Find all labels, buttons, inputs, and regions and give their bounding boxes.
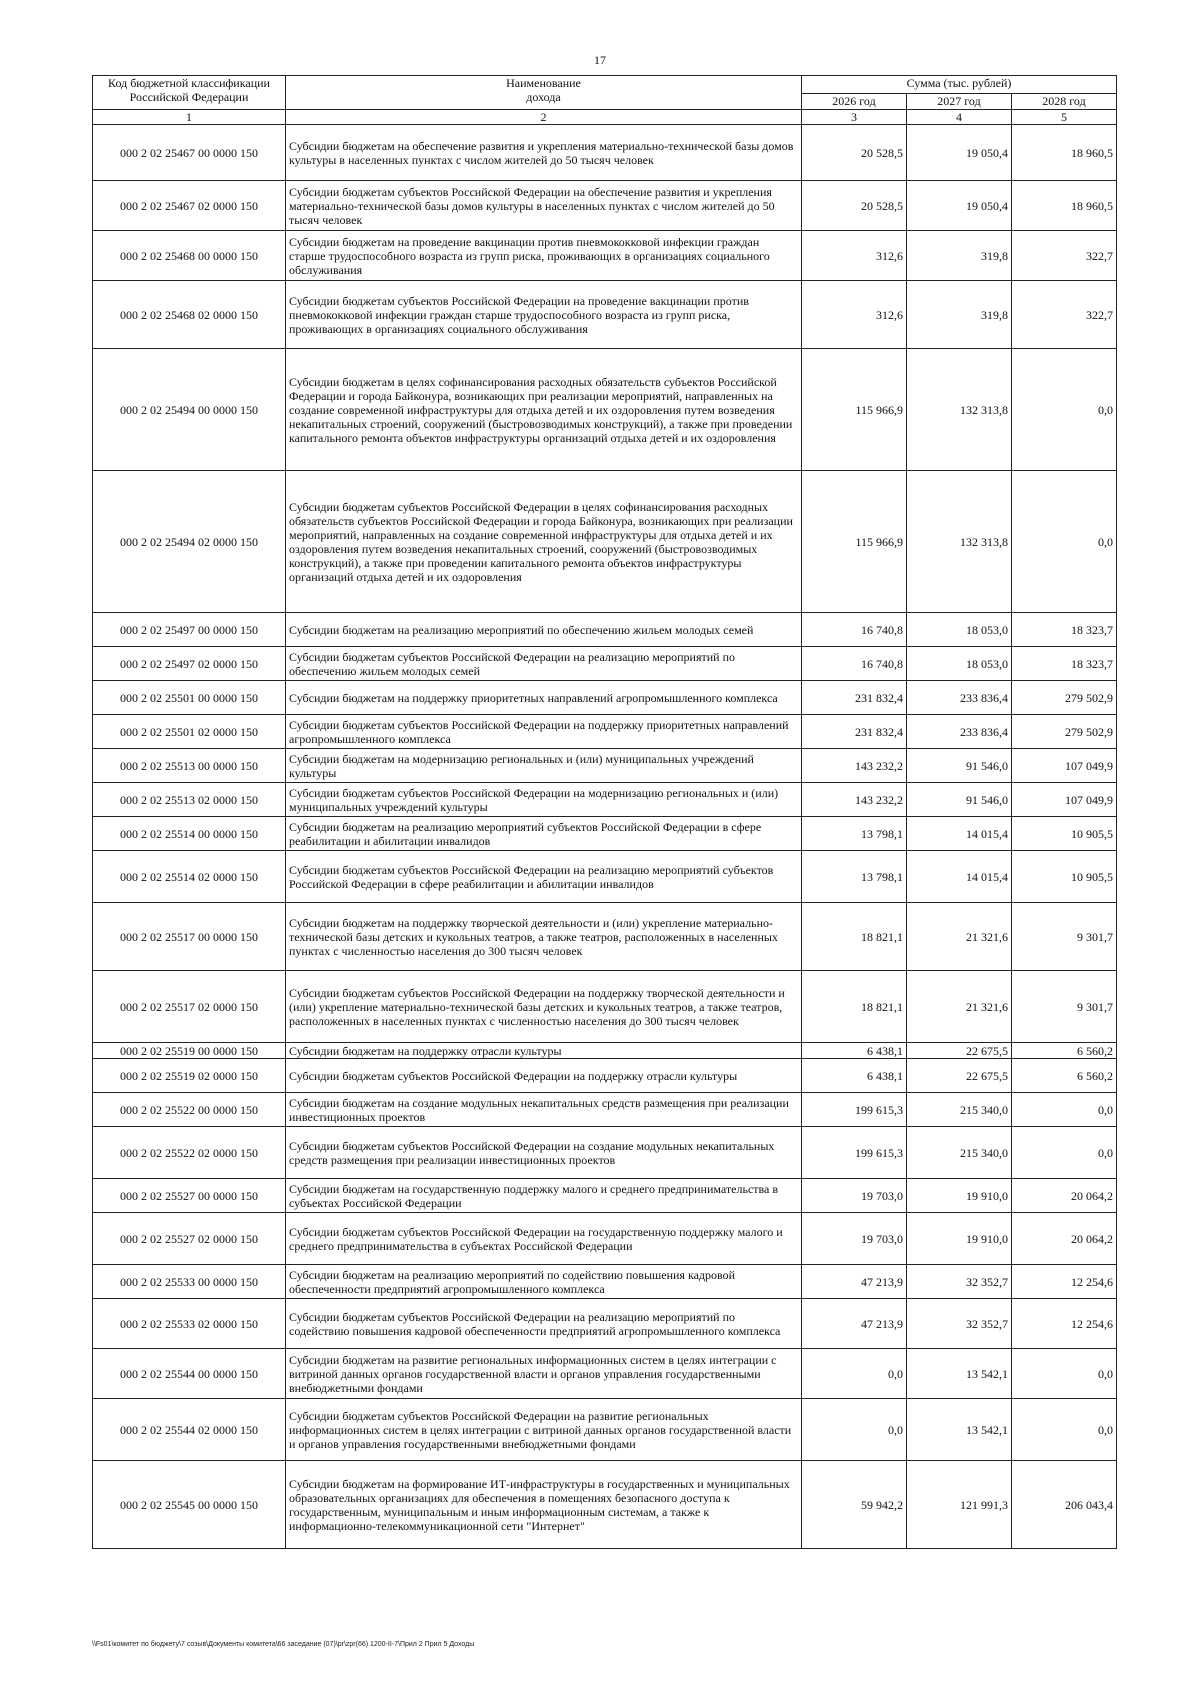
amount-2028: 9 301,7 <box>1012 971 1117 1043</box>
budget-code: 000 2 02 25519 02 0000 150 <box>93 1059 286 1093</box>
revenue-name: Субсидии бюджетам субъектов Российской Федерации на поддержку творческой деятельности и (или) укрепление материально-технической базы детских и кукольных театров, а также театров, расположенных в населенных пунктах с численностью населения до 300 тысяч человек <box>286 971 802 1043</box>
revenue-table <box>92 75 1117 1549</box>
revenue-name: Субсидии бюджетам субъектов Российской Федерации на создание модульных некапитальных средств размещения при реализации инвестиционных проектов <box>286 1127 802 1179</box>
amount-2026: 312,6 <box>802 281 907 349</box>
table-row <box>93 647 1117 681</box>
budget-code: 000 2 02 25533 02 0000 150 <box>93 1299 286 1349</box>
budget-code: 000 2 02 25545 00 0000 150 <box>93 1461 286 1549</box>
table-row <box>93 851 1117 903</box>
budget-code: 000 2 02 25513 02 0000 150 <box>93 783 286 817</box>
header-code: Код бюджетной классификации Российской Федерации <box>93 76 286 110</box>
amount-2028: 0,0 <box>1012 1093 1117 1127</box>
amount-2026: 231 832,4 <box>802 715 907 749</box>
table-row <box>93 349 1117 471</box>
col-number-5: 5 <box>1012 110 1117 125</box>
amount-2028: 206 043,4 <box>1012 1461 1117 1549</box>
table-row <box>93 715 1117 749</box>
amount-2026: 13 798,1 <box>802 817 907 851</box>
amount-2027: 19 910,0 <box>907 1179 1012 1213</box>
amount-2026: 231 832,4 <box>802 681 907 715</box>
budget-code: 000 2 02 25544 02 0000 150 <box>93 1399 286 1461</box>
amount-2027: 14 015,4 <box>907 817 1012 851</box>
amount-2027: 132 313,8 <box>907 349 1012 471</box>
header-name <box>286 76 802 110</box>
revenue-name: Субсидии бюджетам субъектов Российской Федерации на поддержку отрасли культуры <box>286 1059 802 1093</box>
amount-2027: 21 321,6 <box>907 903 1012 971</box>
file-path-footer: \\Fs01\комитет по бюджету\7 созыв\Документы комитета\66 заседание (07)\pr\zpr(66) 1200-II-7\Прил 2 Прил 5 Доходы <box>92 1641 475 1648</box>
header-year-2027: 2027 год <box>907 94 1012 110</box>
amount-2027: 22 675,5 <box>907 1059 1012 1093</box>
revenue-name: Субсидии бюджетам на государственную поддержку малого и среднего предпринимательства в субъектах Российской Федерации <box>286 1179 802 1213</box>
table-row <box>93 1093 1117 1127</box>
revenue-name: Субсидии бюджетам субъектов Российской Федерации на обеспечение развития и укрепления материально-технической базы домов культуры в населенных пунктах с числом жителей до 50 тысяч человек <box>286 181 802 231</box>
table-row <box>93 903 1117 971</box>
budget-code: 000 2 02 25514 00 0000 150 <box>93 817 286 851</box>
amount-2027: 91 546,0 <box>907 749 1012 783</box>
amount-2026: 6 438,1 <box>802 1059 907 1093</box>
budget-code: 000 2 02 25513 00 0000 150 <box>93 749 286 783</box>
budget-code: 000 2 02 25519 00 0000 150 <box>93 1043 286 1059</box>
revenue-name: Субсидии бюджетам субъектов Российской Федерации на проведение вакцинации против пневмококковой инфекции граждан старше трудоспособного возраста из групп риска, проживающих в организациях социального обслуживания <box>286 281 802 349</box>
table-row <box>93 125 1117 181</box>
amount-2028: 0,0 <box>1012 1127 1117 1179</box>
budget-code: 000 2 02 25514 02 0000 150 <box>93 851 286 903</box>
budget-code: 000 2 02 25468 00 0000 150 <box>93 231 286 281</box>
page-number: 17 <box>594 53 606 67</box>
budget-code: 000 2 02 25467 00 0000 150 <box>93 125 286 181</box>
revenue-name: Субсидии бюджетам на развитие региональных информационных систем в целях интеграции с витриной данных органов государственной власти и органов управления государственными внебюджетными фондами <box>286 1349 802 1399</box>
amount-2027: 14 015,4 <box>907 851 1012 903</box>
amount-2026: 199 615,3 <box>802 1127 907 1179</box>
table-row <box>93 1299 1117 1349</box>
amount-2028: 322,7 <box>1012 231 1117 281</box>
amount-2027: 13 542,1 <box>907 1349 1012 1399</box>
amount-2026: 20 528,5 <box>802 181 907 231</box>
table-row <box>93 749 1117 783</box>
amount-2028: 0,0 <box>1012 1349 1117 1399</box>
amount-2026: 0,0 <box>802 1399 907 1461</box>
table-row <box>93 783 1117 817</box>
revenue-name: Субсидии бюджетам на обеспечение развития и укрепления материально-технической базы домов культуры в населенных пунктах с числом жителей до 50 тысяч человек <box>286 125 802 181</box>
amount-2026: 19 703,0 <box>802 1179 907 1213</box>
revenue-name: Субсидии бюджетам на формирование ИТ-инфраструктуры в государственных и муниципальных образовательных организациях для обеспечения в помещениях безопасного доступа к государственным, муниципальным и иным информационным системам, а также к информационно-телекоммуникационной сети "Интернет" <box>286 1461 802 1549</box>
revenue-name: Субсидии бюджетам субъектов Российской Федерации на поддержку приоритетных направлений агропромышленного комплекса <box>286 715 802 749</box>
amount-2026: 312,6 <box>802 231 907 281</box>
amount-2028: 18 960,5 <box>1012 181 1117 231</box>
amount-2027: 19 910,0 <box>907 1213 1012 1265</box>
amount-2028: 279 502,9 <box>1012 681 1117 715</box>
amount-2026: 6 438,1 <box>802 1043 907 1059</box>
amount-2027: 91 546,0 <box>907 783 1012 817</box>
header-name-line2: дохода <box>526 90 561 104</box>
amount-2026: 0,0 <box>802 1349 907 1399</box>
budget-code: 000 2 02 25517 00 0000 150 <box>93 903 286 971</box>
budget-code: 000 2 02 25517 02 0000 150 <box>93 971 286 1043</box>
amount-2028: 279 502,9 <box>1012 715 1117 749</box>
amount-2028: 9 301,7 <box>1012 903 1117 971</box>
amount-2028: 18 323,7 <box>1012 613 1117 647</box>
revenue-name: Субсидии бюджетам субъектов Российской Федерации на реализацию мероприятий субъектов Российской Федерации в сфере реабилитации и абилитации инвалидов <box>286 851 802 903</box>
table-row <box>93 817 1117 851</box>
amount-2028: 6 560,2 <box>1012 1043 1117 1059</box>
table-row <box>93 1127 1117 1179</box>
amount-2027: 319,8 <box>907 231 1012 281</box>
amount-2026: 47 213,9 <box>802 1265 907 1299</box>
col-number-2: 2 <box>286 110 802 125</box>
amount-2028: 322,7 <box>1012 281 1117 349</box>
header-year-2028: 2028 год <box>1012 94 1117 110</box>
amount-2026: 18 821,1 <box>802 971 907 1043</box>
table-row <box>93 1349 1117 1399</box>
revenue-name: Субсидии бюджетам на поддержку творческой деятельности и (или) укрепление материально-технической базы детских и кукольных театров, а также театров, расположенных в населенных пунктах с численностью населения до 300 тысяч человек <box>286 903 802 971</box>
table-row <box>93 231 1117 281</box>
amount-2027: 22 675,5 <box>907 1043 1012 1059</box>
budget-code: 000 2 02 25522 00 0000 150 <box>93 1093 286 1127</box>
amount-2028: 6 560,2 <box>1012 1059 1117 1093</box>
amount-2028: 0,0 <box>1012 471 1117 613</box>
budget-code: 000 2 02 25544 00 0000 150 <box>93 1349 286 1399</box>
budget-code: 000 2 02 25527 02 0000 150 <box>93 1213 286 1265</box>
col-number-4: 4 <box>907 110 1012 125</box>
revenue-name: Субсидии бюджетам на проведение вакцинации против пневмококковой инфекции граждан старше трудоспособного возраста из групп риска, проживающих в организациях социального обслуживания <box>286 231 802 281</box>
amount-2026: 16 740,8 <box>802 613 907 647</box>
budget-code: 000 2 02 25494 02 0000 150 <box>93 471 286 613</box>
revenue-name: Субсидии бюджетам на поддержку отрасли культуры <box>286 1043 802 1059</box>
table-row <box>93 1059 1117 1093</box>
amount-2026: 19 703,0 <box>802 1213 907 1265</box>
amount-2026: 115 966,9 <box>802 349 907 471</box>
amount-2028: 10 905,5 <box>1012 817 1117 851</box>
table-row <box>93 971 1117 1043</box>
amount-2026: 199 615,3 <box>802 1093 907 1127</box>
header-year-2026: 2026 год <box>802 94 907 110</box>
budget-code: 000 2 02 25497 00 0000 150 <box>93 613 286 647</box>
amount-2028: 0,0 <box>1012 349 1117 471</box>
revenue-name: Субсидии бюджетам на модернизацию региональных и (или) муниципальных учреждений культуры <box>286 749 802 783</box>
amount-2026: 13 798,1 <box>802 851 907 903</box>
amount-2027: 32 352,7 <box>907 1265 1012 1299</box>
table-row <box>93 181 1117 231</box>
budget-code: 000 2 02 25533 00 0000 150 <box>93 1265 286 1299</box>
amount-2026: 16 740,8 <box>802 647 907 681</box>
table-row <box>93 1043 1117 1059</box>
amount-2028: 20 064,2 <box>1012 1179 1117 1213</box>
amount-2028: 18 323,7 <box>1012 647 1117 681</box>
amount-2026: 143 232,2 <box>802 783 907 817</box>
amount-2026: 47 213,9 <box>802 1299 907 1349</box>
table-row <box>93 1399 1117 1461</box>
revenue-name: Субсидии бюджетам на реализацию мероприятий по содействию повышения кадровой обеспеченности предприятий агропромышленного комплекса <box>286 1265 802 1299</box>
table-row <box>93 1461 1117 1549</box>
amount-2027: 13 542,1 <box>907 1399 1012 1461</box>
amount-2026: 59 942,2 <box>802 1461 907 1549</box>
budget-code: 000 2 02 25468 02 0000 150 <box>93 281 286 349</box>
amount-2027: 21 321,6 <box>907 971 1012 1043</box>
amount-2026: 143 232,2 <box>802 749 907 783</box>
amount-2026: 20 528,5 <box>802 125 907 181</box>
header-sum: Сумма (тыс. рублей) <box>802 76 1117 94</box>
amount-2028: 10 905,5 <box>1012 851 1117 903</box>
amount-2026: 18 821,1 <box>802 903 907 971</box>
amount-2027: 121 991,3 <box>907 1461 1012 1549</box>
amount-2028: 107 049,9 <box>1012 783 1117 817</box>
budget-code: 000 2 02 25527 00 0000 150 <box>93 1179 286 1213</box>
amount-2028: 0,0 <box>1012 1399 1117 1461</box>
amount-2027: 215 340,0 <box>907 1093 1012 1127</box>
amount-2028: 12 254,6 <box>1012 1265 1117 1299</box>
revenue-name: Субсидии бюджетам на поддержку приоритетных направлений агропромышленного комплекса <box>286 681 802 715</box>
amount-2027: 19 050,4 <box>907 181 1012 231</box>
revenue-name: Субсидии бюджетам субъектов Российской Федерации на государственную поддержку малого и среднего предпринимательства в субъектах Российской Федерации <box>286 1213 802 1265</box>
amount-2028: 18 960,5 <box>1012 125 1117 181</box>
revenue-name: Субсидии бюджетам на реализацию мероприятий по обеспечению жильем молодых семей <box>286 613 802 647</box>
budget-code: 000 2 02 25522 02 0000 150 <box>93 1127 286 1179</box>
amount-2027: 233 836,4 <box>907 715 1012 749</box>
amount-2027: 132 313,8 <box>907 471 1012 613</box>
revenue-name: Субсидии бюджетам субъектов Российской Федерации на развитие региональных информационных систем в целях интеграции с витриной данных органов государственной власти и органов управления государственными внебюджетными фондами <box>286 1399 802 1461</box>
budget-code: 000 2 02 25494 00 0000 150 <box>93 349 286 471</box>
amount-2027: 32 352,7 <box>907 1299 1012 1349</box>
table-row <box>93 1265 1117 1299</box>
revenue-name: Субсидии бюджетам в целях софинансирования расходных обязательств субъектов Российской Федерации и города Байконура, возникающих при реализации мероприятий, направленных на создание современной инфраструктуры для отдыха детей и их оздоровления путем возведения некапитальных строений, сооружений (быстровозводимых конструкций), а также при проведении капитального ремонта объектов инфраструктуры организаций отдыха детей и их оздоровления <box>286 349 802 471</box>
amount-2028: 12 254,6 <box>1012 1299 1117 1349</box>
table-row <box>93 613 1117 647</box>
col-number-3: 3 <box>802 110 907 125</box>
revenue-name: Субсидии бюджетам на реализацию мероприятий субъектов Российской Федерации в сфере реабилитации и абилитации инвалидов <box>286 817 802 851</box>
revenue-name: Субсидии бюджетам на создание модульных некапитальных средств размещения при реализации инвестиционных проектов <box>286 1093 802 1127</box>
col-number-1: 1 <box>93 110 286 125</box>
table-row <box>93 471 1117 613</box>
revenue-name: Субсидии бюджетам субъектов Российской Федерации в целях софинансирования расходных обязательств субъектов Российской Федерации и города Байконура, возникающих при реализации мероприятий, направленных на создание современной инфраструктуры для отдыха детей и их оздоровления путем возведения некапитальных строений, сооружений (быстровозводимых конструкций), а также при проведении капитального ремонта объектов инфраструктуры организаций отдыха детей и их оздоровления <box>286 471 802 613</box>
amount-2027: 319,8 <box>907 281 1012 349</box>
table-row <box>93 281 1117 349</box>
amount-2028: 20 064,2 <box>1012 1213 1117 1265</box>
budget-code: 000 2 02 25497 02 0000 150 <box>93 647 286 681</box>
amount-2027: 18 053,0 <box>907 613 1012 647</box>
budget-code: 000 2 02 25501 02 0000 150 <box>93 715 286 749</box>
budget-code: 000 2 02 25467 02 0000 150 <box>93 181 286 231</box>
revenue-name: Субсидии бюджетам субъектов Российской Федерации на реализацию мероприятий по обеспечению жильем молодых семей <box>286 647 802 681</box>
amount-2027: 215 340,0 <box>907 1127 1012 1179</box>
amount-2027: 19 050,4 <box>907 125 1012 181</box>
revenue-name: Субсидии бюджетам субъектов Российской Федерации на реализацию мероприятий по содействию повышения кадровой обеспеченности предприятий агропромышленного комплекса <box>286 1299 802 1349</box>
budget-code: 000 2 02 25501 00 0000 150 <box>93 681 286 715</box>
table-row <box>93 1179 1117 1213</box>
amount-2028: 107 049,9 <box>1012 749 1117 783</box>
table-row <box>93 681 1117 715</box>
header-name-line1: Наименование <box>506 76 581 90</box>
amount-2027: 18 053,0 <box>907 647 1012 681</box>
amount-2026: 115 966,9 <box>802 471 907 613</box>
amount-2027: 233 836,4 <box>907 681 1012 715</box>
table-row <box>93 1213 1117 1265</box>
revenue-name: Субсидии бюджетам субъектов Российской Федерации на модернизацию региональных и (или) муниципальных учреждений культуры <box>286 783 802 817</box>
